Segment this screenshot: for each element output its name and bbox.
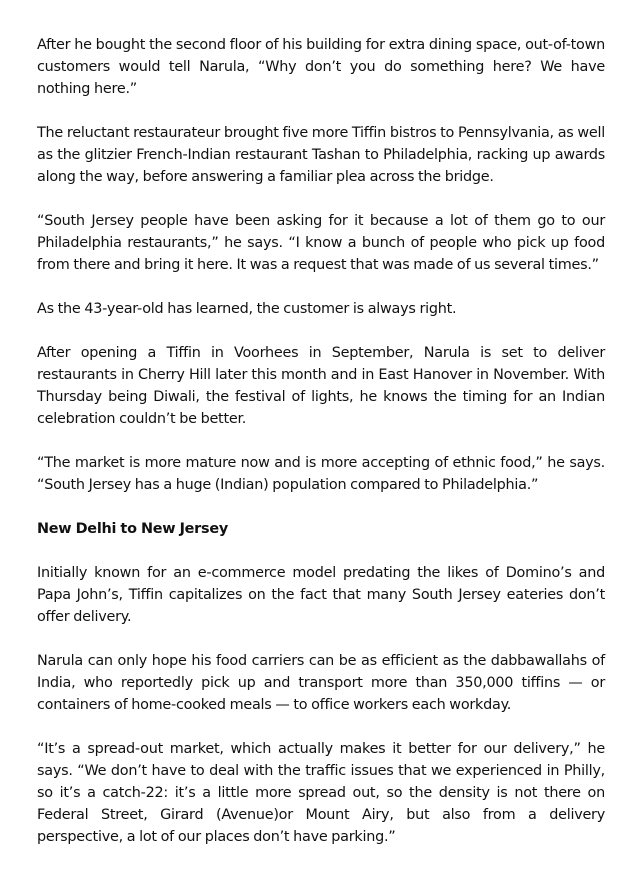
paragraph: “It’s a spread-out market, which actually makes it better for our delivery,” he says. “We don’t have to deal with the traffic issues that we experienced in Philly, so it’s a catch-22: it’s a little more spread out, so the density is not there on Federal Street, Girard (Avenue)or Mount Airy, but also from a delivery perspective, a lot of our places don’t have parking.”: [37, 741, 605, 845]
section-subheading: New Delhi to New Jersey: [37, 521, 228, 537]
paragraph: “South Jersey people have been asking for it because a lot of them go to our Philadelphia restaurants,” he says. “I know a bunch of people who pick up food from there and bring it here. It was a request that was made of us several times.”: [37, 213, 605, 273]
article-body: [37, 34, 605, 870]
paragraph: The reluctant restaurateur brought five more Tiffin bistros to Pennsylvania, as well as the glitzier French-Indian restaurant Tashan to Philadelphia, racking up awards along the way, before answering a familiar plea across the bridge.: [37, 125, 605, 185]
paragraph: Narula can only hope his food carriers can be as efficient as the dabbawallahs of India, who reportedly pick up and transport more than 350,000 tiffins — or containers of home-cooked meals — to office workers each workday.: [37, 653, 605, 713]
paragraph: Initially known for an e-commerce model predating the likes of Domino’s and Papa John’s, Tiffin capitalizes on the fact that many South Jersey eateries don’t offer delivery.: [37, 565, 605, 625]
paragraph: As the 43-year-old has learned, the customer is always right.: [37, 301, 457, 317]
paragraph: “The market is more mature now and is more accepting of ethnic food,” he says. “South Jersey has a huge (Indian) population compared to Philadelphia.”: [37, 455, 605, 493]
paragraph: After he bought the second floor of his building for extra dining space, out-of-town customers would tell Narula, “Why don’t you do something here? We have nothing here.”: [37, 37, 605, 97]
paragraph: After opening a Tiffin in Voorhees in September, Narula is set to deliver restaurants in Cherry Hill later this month and in East Hanover in November. With Thursday being Diwali, the festival of lights, he knows the timing for an Indian celebration couldn’t be better.: [37, 345, 605, 427]
